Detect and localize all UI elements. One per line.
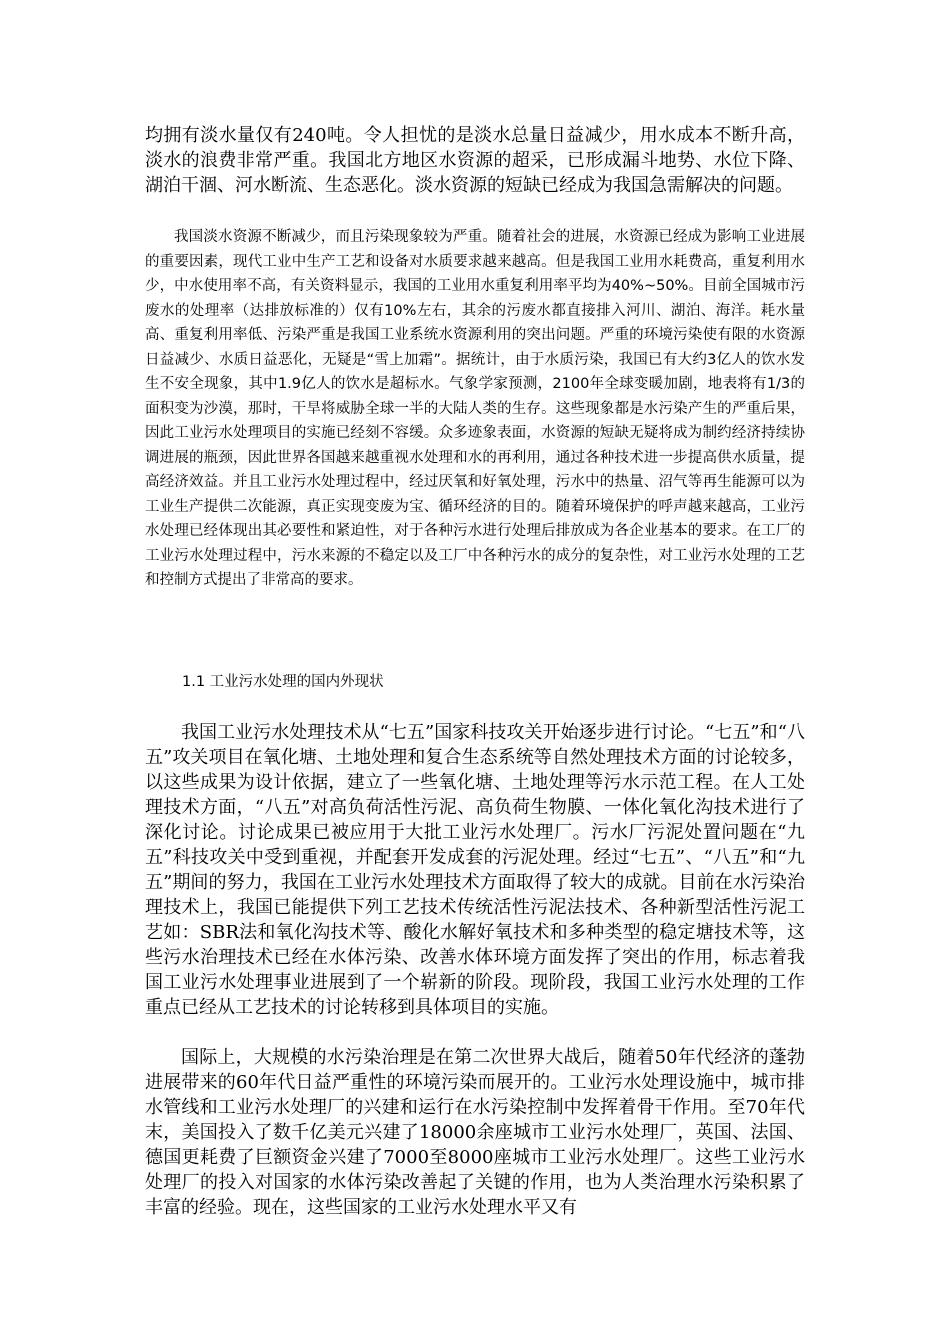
paragraph-text: 国际上，大规模的水污染治理是在第二次世界大战后，随着50年代经济的蓬勃进展带来的60年代日益严重性的环境污染而展开的。工业污水处理设施中，城市排水管线和工业污水处理厂的兴建和运行在水污染控制中发挥着骨干作用。至70年代末，美国投入了数千亿美元兴建了18000余座城市工业污水处理厂，英国、法国、德国更耗费了巨额资金兴建了7000至8000座城市工业污水处理厂。这些工业污水处理厂的投入对国家的水体污染改善起了关键的作用，也为人类治理水污染积累了丰富的经验。现在，这些国家的工业污水处理水平又有 (145, 1047, 805, 1218)
body-paragraph (145, 123, 805, 198)
section-number: 1.1 (182, 674, 206, 690)
section-title: 工业污水处理的国内外现状 (209, 674, 384, 690)
body-paragraph (145, 1045, 805, 1220)
body-paragraph (145, 225, 805, 593)
paragraph-text: 均拥有淡水量仅有240吨。令人担忧的是淡水总量日益减少，用水成本不断升高，淡水的浪费非常严重。我国北方地区水资源的超采，已形成漏斗地势、水位下降、湖泊干涸、河水断流、生态恶化。淡水资源的短缺已经成为我国急需解决的问题。 (145, 125, 805, 196)
section-heading (182, 672, 384, 692)
paragraph-text: 我国工业污水处理技术从“七五”国家科技攻关开始逐步进行讨论。“七五”和“八五”攻关项目在氧化塘、土地处理和复合生态系统等自然处理技术方面的讨论较多，以这些成果为设计依据，建立了一些氧化塘、土地处理等污水示范工程。在人工处理技术方面，“八五”对高负荷活性污泥、高负荷生物膜、一体化氧化沟技术进行了深化讨论。讨论成果已被应用于大批工业污水处理厂。污水厂污泥处置问题在“九五”科技攻关中受到重视，并配套开发成套的污泥处理。经过“七五”、“八五”和“九五”期间的努力，我国在工业污水处理技术方面取得了较大的成就。目前在水污染治理技术上，我国已能提供下列工艺技术传统活性污泥法技术、各种新型活性污泥工艺如：SBR法和氧化沟技术等、酸化水解好氧技术和多种类型的稳定塘技术等，这些污水治理技术已经在水体污染、改善水体环境方面发挥了突出的作用，标志着我国工业污水处理事业进展到了一个崭新的阶段。现阶段，我国工业污水处理的工作重点已经从工艺技术的讨论转移到具体项目的实施。 (145, 722, 805, 1018)
body-paragraph (145, 720, 805, 1020)
paragraph-text: 我国淡水资源不断减少，而且污染现象较为严重。随着社会的进展，水资源已经成为影响工业进展的重要因素，现代工业中生产工艺和设备对水质要求越来越高。但是我国工业用水耗费高，重复利用水少，中水使用率不高，有关资料显示，我国的工业用水重复利用率平均为40%~50%。目前全国城市污废水的处理率（达排放标准的）仅有10%左右，其余的污废水都直接排入河川、湖泊、海洋。耗水量高、重复利用率低、污染严重是我国工业系统水资源利用的突出问题。严重的环境污染使有限的水资源日益减少、水质日益恶化，无疑是“雪上加霜”。据统计，由于水质污染，我国已有大约3亿人的饮水发生不安全现象，其中1.9亿人的饮水是超标水。气象学家预测，2100年全球变暖加剧，地表将有1/3的面积变为沙漠，那时，干旱将威胁全球一半的大陆人类的生存。这些现象都是水污染产生的严重后果，因此工业污水处理项目的实施已经刻不容缓。众多迹象表面，水资源的短缺无疑将成为制约经济持续协调进展的瓶颈，因此世界各国越来越重视水处理和水的再利用，通过各种技术进一步提高供水质量，提高经济效益。并且工业污水处理过程中，经过厌氧和好氧处理，污水中的热量、沼气等再生能源可以为工业生产提供二次能源，真正实现变废为宝、循环经济的目的。随着环境保护的呼声越来越高，工业污水处理已经体现出其必要性和紧迫性，对于各种污水进行处理后排放成为各企业基本的要求。在工厂的工业污水处理过程中，污水来源的不稳定以及工厂中各种污水的成分的复杂性，对工业污水处理的工艺和控制方式提出了非常高的要求。 (145, 229, 805, 588)
